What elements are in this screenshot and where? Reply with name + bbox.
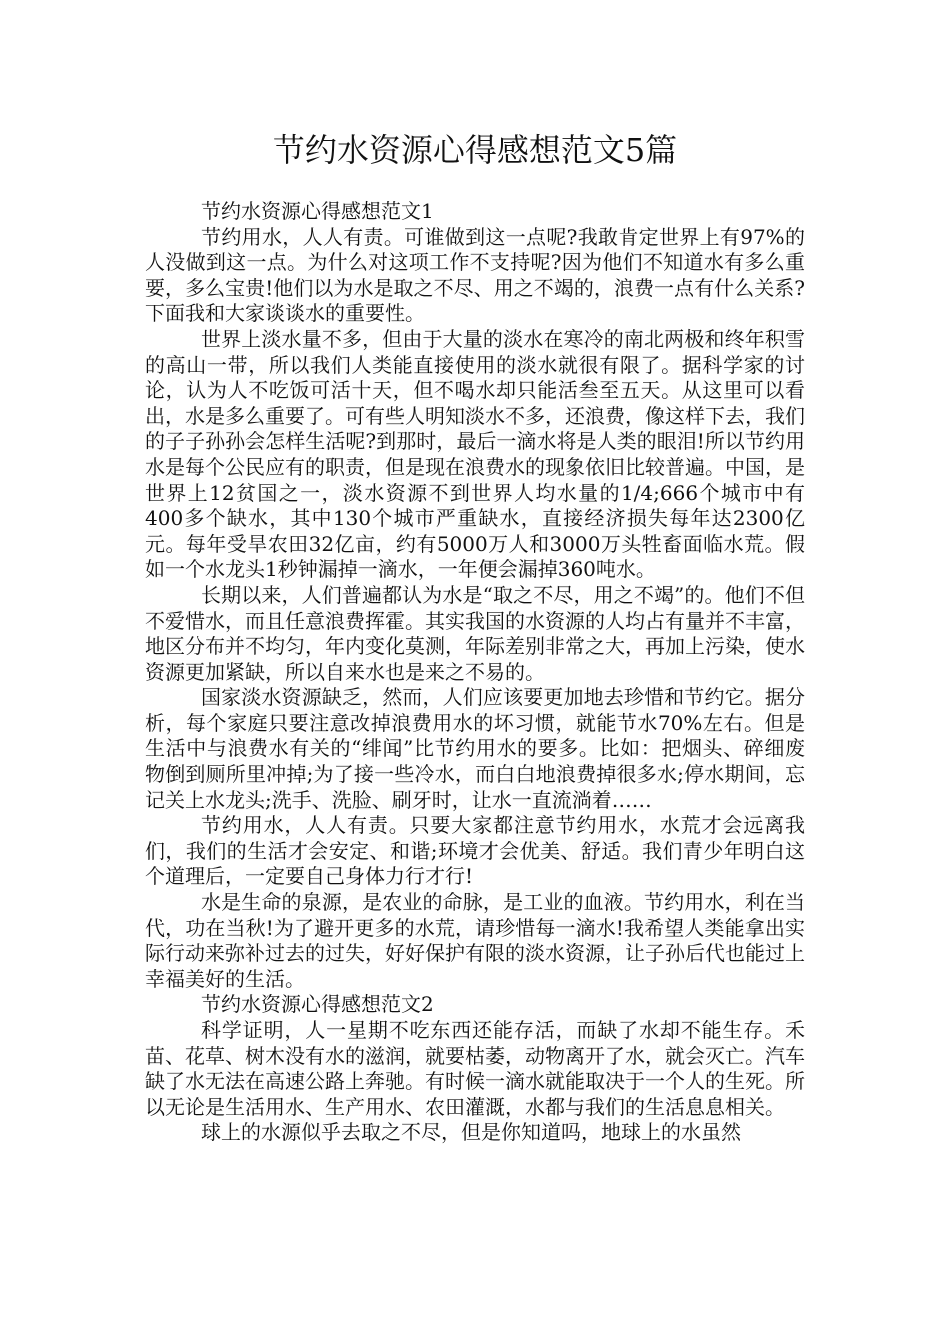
body-paragraph: 水是生命的泉源，是农业的命脉，是工业的血液。节约用水，利在当代，功在当秋!为了避开更多的水荒，请珍惜每一滴水!我希望人类能拿出实际行动来弥补过去的过失，好好保护有限的淡水资源，让子孙后代也能过上幸福美好的生活。	[145, 890, 805, 991]
body-paragraph: 节约用水，人人有责。只要大家都注意节约用水，水荒才会远离我们，我们的生活才会安定、和谐;环境才会优美、舒适。我们青少年明白这个道理后，一定要自己身体力行才行!	[145, 813, 805, 889]
document-body	[145, 199, 805, 1146]
body-paragraph: 节约用水，人人有责。可谁做到这一点呢?我敢肯定世界上有97%的人没做到这一点。为什么对这项工作不支持呢?因为他们不知道水有多么重要，多么宝贵!他们以为水是取之不尽、用之不竭的，浪费一点有什么关系?下面我和大家谈谈水的重要性。	[145, 224, 805, 326]
body-paragraph: 国家淡水资源缺乏，然而，人们应该要更加地去珍惜和节约它。据分析，每个家庭只要注意改掉浪费用水的坏习惯，就能节水70%左右。但是生活中与浪费水有关的“绯闻”比节约用水的要多。比如：把烟头、碎细废物倒到厕所里冲掉;为了接一些冷水，而白白地浪费掉很多水;停水期间，忘记关上水龙头;洗手、洗脸、刷牙时，让水一直流淌着……	[145, 685, 805, 812]
section-heading-2: 节约水资源心得感想范文2	[201, 992, 434, 1017]
document-title: 节约水资源心得感想范文5篇	[272, 131, 678, 169]
section-heading-1: 节约水资源心得感想范文1	[201, 199, 434, 223]
body-paragraph: 长期以来，人们普遍都认为水是“取之不尽，用之不竭”的。他们不但不爱惜水，而且任意浪费挥霍。其实我国的水资源的人均占有量并不丰富，地区分布并不均匀，年内变化莫测，年际差别非常之大，再加上污染，使水资源更加紧缺，所以自来水也是来之不易的。	[145, 582, 805, 684]
body-paragraph: 科学证明，人一星期不吃东西还能存活，而缺了水却不能生存。禾苗、花草、树木没有水的滋润，就要枯萎，动物离开了水，就会灭亡。汽车缺了水无法在高速公路上奔驰。有时候一滴水就能取决于一个人的生死。所以无论是生活用水、生产用水、农田灌溉，水都与我们的生活息息相关。	[145, 1018, 805, 1119]
body-paragraph: 世界上淡水量不多，但由于大量的淡水在寒冷的南北两极和终年积雪的高山一带，所以我们人类能直接使用的淡水就很有限了。据科学家的讨论，认为人不吃饭可活十天，但不喝水却只能活叁至五天。从这里可以看出，水是多么重要了。可有些人明知淡水不多，还浪费，像这样下去，我们的子子孙孙会怎样生活呢?到那时，最后一滴水将是人类的眼泪!所以节约用水是每个公民应有的职责，但是现在浪费水的现象依旧比较普遍。中国，是世界上12贫国之一，淡水资源不到世界人均水量的1/4;666个城市中有400多个缺水，其中130个城市严重缺水，直接经济损失每年达2300亿元。每年受旱农田32亿亩，约有5000万人和3000万头牲畜面临水荒。假如一个水龙头1秒钟漏掉一滴水，一年便会漏掉360吨水。	[145, 326, 805, 582]
body-paragraph: 球上的水源似乎去取之不尽，但是你知道吗，地球上的水虽然	[201, 1120, 741, 1145]
